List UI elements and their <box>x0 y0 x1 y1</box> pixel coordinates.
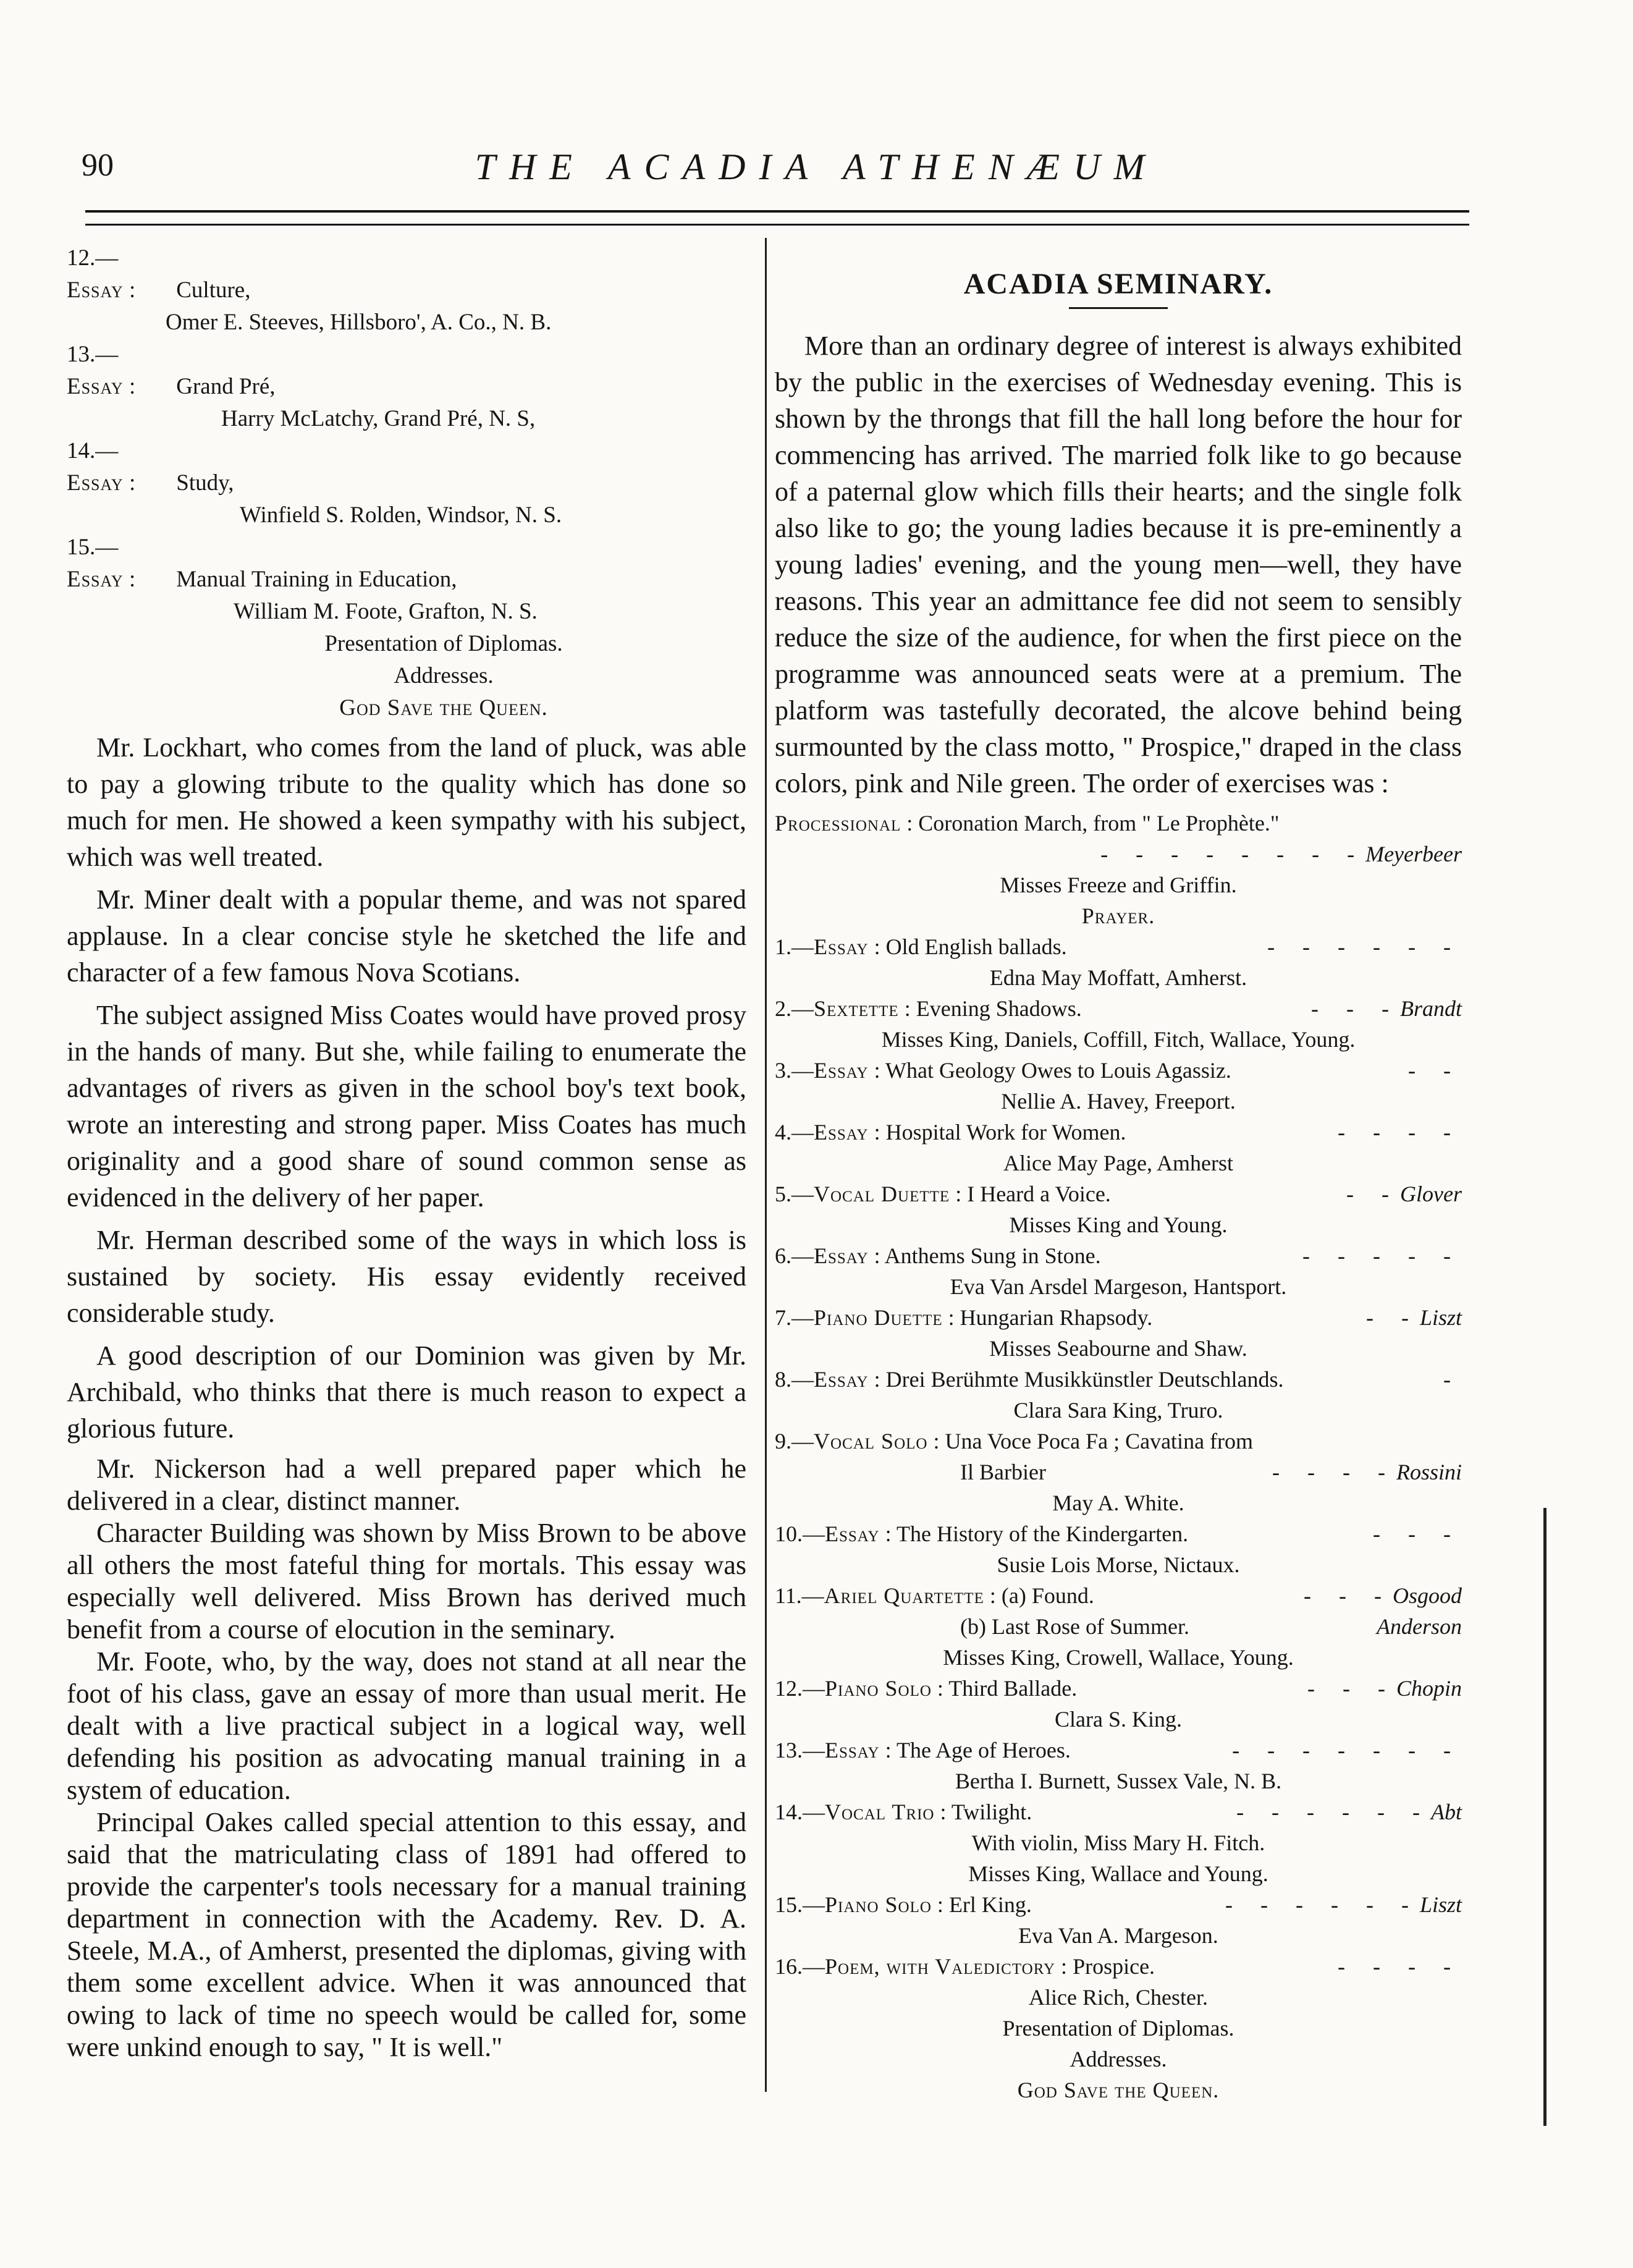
programme-title: Third Ballade. <box>948 1676 1078 1701</box>
programme-performer: Misses Seabourne and Shaw. <box>989 1336 1247 1361</box>
programme-number: 10.— <box>775 1521 825 1546</box>
item-presenter: Omer E. Steeves, Hillsboro', A. Co., N. B. <box>166 310 552 335</box>
programme-title: (b) Last Rose of Summer. <box>960 1614 1189 1639</box>
programme-number: 1.— <box>775 934 814 959</box>
programme-right <box>1304 1580 1462 1611</box>
left-programme-list <box>67 242 746 724</box>
item-presenter: Harry McLatchy, Grand Pré, N. S, <box>221 406 536 431</box>
programme-right <box>1311 993 1462 1024</box>
leader-dashes: - - - <box>1373 1521 1462 1546</box>
closing-addresses: Addresses. <box>394 663 494 688</box>
leader-dashes: - - - - - <box>1302 1243 1462 1268</box>
programme-composer: Anderson <box>1377 1614 1462 1639</box>
programme-entry: 13.—Essay : The Age of Heroes. <box>775 1738 1071 1762</box>
programme-title: What Geology Owes to Louis Agassiz. <box>885 1058 1231 1083</box>
programme-right <box>1443 1364 1462 1395</box>
leader-dashes: - - - - <box>1272 1460 1396 1484</box>
programme-kind: Ariel Quartette <box>824 1583 984 1608</box>
item-kind: Essay <box>67 567 124 592</box>
programme-entry: 15.—Piano Solo : Erl King. <box>775 1892 1032 1917</box>
item-number: 13.— <box>67 342 119 367</box>
programme-kind: Vocal Trio <box>825 1800 935 1824</box>
programme-line <box>775 1055 1462 1086</box>
programme-composer: Chopin <box>1396 1676 1462 1701</box>
programme-right <box>1346 1178 1462 1209</box>
paragraph: Character Building was shown by Miss Brown to be above all others the most fateful thing for mortals. This essay was especially well delivered. Miss Brown has derived much benefit from a course of elocution in the seminary. <box>67 1518 746 1644</box>
header-rule-thin <box>85 224 1469 226</box>
programme-right <box>1236 1796 1462 1827</box>
programme-title: Old English ballads. <box>885 934 1067 959</box>
programme-line <box>775 1364 1462 1395</box>
item-presenter: William M. Foote, Grafton, N. S. <box>234 599 538 624</box>
programme-performer: With violin, Miss Mary H. Fitch. <box>971 1830 1265 1855</box>
programme-line <box>775 1302 1462 1333</box>
programme-performer: Misses King, Daniels, Coffill, Fitch, Wallace, Young. <box>881 1027 1356 1052</box>
left-programme-item-14: 14.—Essay : Study, Winfield S. Rolden, Windsor, N. S. <box>67 435 746 531</box>
programme-entry: 3.—Essay : What Geology Owes to Louis Agassiz. <box>775 1058 1231 1083</box>
programme-title: Anthems Sung in Stone. <box>884 1243 1101 1268</box>
programme-composer: Rossini <box>1396 1460 1462 1484</box>
programme-line <box>775 1951 1462 1982</box>
leader-dashes: - <box>1443 1367 1462 1392</box>
programme-performer: Eva Van Arsdel Margeson, Hantsport. <box>950 1274 1287 1299</box>
programme-line <box>775 1457 1462 1487</box>
programme-line <box>775 993 1462 1024</box>
programme-kind: Vocal Duette <box>814 1182 950 1206</box>
programme-entry: 9.—Vocal Solo : Una Voce Poca Fa ; Cavatina from <box>775 1429 1254 1453</box>
programme-number: 12.— <box>775 1676 825 1701</box>
programme-performer: Alice May Page, Amherst <box>1003 1151 1233 1175</box>
programme-number: 6.— <box>775 1243 814 1268</box>
paragraph: More than an ordinary degree of interest is always exhibited by the public in the exercises of Wednesday evening. This is shown by the throngs that fill the hall long before the hour for commencing has arrived. The married folk like to go because of a paternal glow which fills their hearts; and the single folk also like to go; the young ladies because it is pre-eminently a young ladies' evening, and the young men—well, they have reasons. This year an admittance fee did not seem to sensibly reduce the size of the audience, for when the first piece on the programme was announced seats were at a premium. The platform was tastefully decorated, the alcove behind being surmounted by the class motto, " Prospice," draped in the class colors, pink and Nile green. The order of exercises was : <box>775 331 1462 798</box>
programme-title: (a) Found. <box>1001 1583 1094 1608</box>
paragraph: A good description of our Dominion was given by Mr. Archibald, who thinks that there is much reason to expect a glorious future. <box>67 1340 746 1444</box>
paragraph: Mr. Nickerson had a well prepared paper which he delivered in a clear, distinct manner. <box>67 1453 746 1516</box>
leader-dashes: - - - <box>1304 1583 1393 1608</box>
header-rule-thick <box>85 210 1469 213</box>
title-rule <box>1069 307 1168 309</box>
programme-right <box>1408 1055 1462 1086</box>
programme-title: I Heard a Voice. <box>967 1182 1111 1206</box>
left-column <box>67 242 746 2063</box>
programme-entry: 1.—Essay : Old English ballads. <box>775 934 1067 959</box>
leader-dashes: - - - - - - <box>1236 1800 1431 1824</box>
page-number: 90 <box>82 148 114 183</box>
programme-performer: Alice Rich, Chester. <box>1029 1985 1208 2010</box>
programme-entry <box>775 1611 1189 1642</box>
programme-performer: God Save the Queen. <box>1017 2078 1220 2102</box>
margin-bar <box>1543 1508 1546 2126</box>
programme-number: 9.— <box>775 1429 814 1453</box>
programme-line <box>775 1796 1462 1827</box>
programme-entry: 2.—Sextette : Evening Shadows. <box>775 996 1082 1021</box>
programme-performer: Misses King, Wallace and Young. <box>968 1861 1268 1886</box>
programme-right <box>1232 1735 1462 1766</box>
programme-kind: Piano Duette <box>814 1305 943 1330</box>
programme-title: Evening Shadows. <box>916 996 1082 1021</box>
programme-performer: Misses King, Crowell, Wallace, Young. <box>943 1645 1294 1670</box>
programme-title: Hungarian Rhapsody. <box>960 1305 1153 1330</box>
programme-entry: 5.—Vocal Duette : I Heard a Voice. <box>775 1182 1111 1206</box>
programme-number: 2.— <box>775 996 814 1021</box>
paragraph: Principal Oakes called special attention to this essay, and said that the matriculating class of 1891 had offered to provide the carpenter's tools necessary for a manual training department in connection with the Academy. Rev. D. A. Steele, M.A., of Amherst, presented the diplomas, giving with them some excellent advice. When it was announced that owing to lack of time no speech would be called for, some were unkind enough to say, " It is well." <box>67 1807 746 2062</box>
item-kind: Essay <box>67 470 124 496</box>
programme-kind: Essay <box>825 1521 880 1546</box>
left-body-dense <box>67 1453 746 2063</box>
leader-dashes: - - <box>1408 1058 1462 1083</box>
programme-number: 13.— <box>775 1738 825 1762</box>
programme-line <box>775 1673 1462 1704</box>
left-body <box>67 729 746 1447</box>
programme-kind: Essay <box>814 934 869 959</box>
paragraph: Mr. Lockhart, who comes from the land of pluck, was able to pay a glowing tribute to the quality which has done so much for men. He showed a keen sympathy with his subject, which was well treated. <box>67 732 746 872</box>
programme-right <box>1302 1240 1462 1271</box>
programme-line <box>775 1889 1462 1920</box>
programme-performer: Addresses. <box>1070 2047 1167 2071</box>
programme-line <box>775 1611 1462 1642</box>
leader-dashes: - - - - - - - <box>1232 1738 1462 1762</box>
programme-line <box>775 1735 1462 1766</box>
programme-performer: Edna May Moffatt, Amherst. <box>989 965 1247 990</box>
programme-kind: Piano Solo <box>825 1892 932 1917</box>
programme-composer: Brandt <box>1399 996 1462 1021</box>
programme-entry: 16.—Poem, with Valedictory : Prospice. <box>775 1954 1155 1979</box>
programme-number: 8.— <box>775 1367 814 1392</box>
programme-performer: Clara S. King. <box>1055 1707 1182 1732</box>
leader-dashes: - - <box>1365 1305 1420 1330</box>
programme-line <box>775 839 1462 870</box>
column-divider <box>765 238 767 2092</box>
programme-line <box>775 1518 1462 1549</box>
programme-number: 15.— <box>775 1892 825 1917</box>
right-column <box>775 242 1462 2105</box>
programme-performer: Misses King and Young. <box>1009 1212 1228 1237</box>
programme-kind: Essay <box>814 1243 869 1268</box>
programme-composer: Osgood <box>1392 1583 1462 1608</box>
programme-performer: Eva Van A. Margeson. <box>1018 1923 1218 1948</box>
programme-kind: Poem, with Valedictory <box>825 1954 1056 1979</box>
programme-number: 16.— <box>775 1954 825 1979</box>
programme-entry: 14.—Vocal Trio : Twilight. <box>775 1800 1032 1824</box>
programme-line <box>775 931 1462 962</box>
item-kind: Essay <box>67 374 124 399</box>
programme-right <box>1307 1673 1462 1704</box>
programme-entry: 7.—Piano Duette : Hungarian Rhapsody. <box>775 1305 1153 1330</box>
programme-number: 11.— <box>775 1583 824 1608</box>
programme-title: Hospital Work for Women. <box>885 1120 1126 1145</box>
programme-entry: Processional : Coronation March, from " Le Prophète." <box>775 811 1280 836</box>
programme-performer: Prayer. <box>1081 903 1155 928</box>
programme-right <box>1377 1611 1462 1642</box>
item-title: Culture, <box>176 277 251 303</box>
programme-kind: Essay <box>814 1058 869 1083</box>
leader-dashes: - - - - - - <box>1267 934 1462 959</box>
programme-right <box>1366 1302 1462 1333</box>
leader-dashes: - - - - - - <box>1225 1892 1420 1917</box>
item-number: 15.— <box>67 535 119 560</box>
programme-right <box>1338 1951 1462 1982</box>
programme-kind: Processional <box>775 811 901 836</box>
programme-title: Erl King. <box>948 1892 1032 1917</box>
programme-title: Una Voce Poca Fa ; Cavatina from <box>945 1429 1254 1453</box>
programme-number: 14.— <box>775 1800 825 1824</box>
leader-dashes: - - - - <box>1338 1120 1462 1145</box>
item-title: Study, <box>176 470 234 496</box>
closing-diplomas: Presentation of Diplomas. <box>324 631 563 656</box>
programme-line <box>775 1426 1462 1457</box>
paragraph: Mr. Foote, who, by the way, does not stand at all near the foot of his class, gave an essay of more than usual merit. He dealt with a live practical subject in a logical way, well defending his position as advocating manual training in a system of education. <box>67 1646 746 1805</box>
programme-composer: Meyerbeer <box>1365 842 1462 866</box>
programme-composer: Glover <box>1400 1182 1462 1206</box>
programme-number: 5.— <box>775 1182 814 1206</box>
seminary-programme <box>775 808 1462 2105</box>
section-title: ACADIA SEMINARY. <box>963 268 1273 300</box>
programme-title: Prospice. <box>1073 1954 1155 1979</box>
programme-entry: 12.—Piano Solo : Third Ballade. <box>775 1676 1078 1701</box>
programme-line <box>775 1117 1462 1148</box>
programme-entry: 4.—Essay : Hospital Work for Women. <box>775 1120 1126 1145</box>
item-title: Grand Pré, <box>176 374 276 399</box>
programme-kind: Essay <box>814 1367 869 1392</box>
programme-entry: 10.—Essay : The History of the Kindergarten. <box>775 1521 1189 1546</box>
leader-dashes: - - - <box>1311 996 1400 1021</box>
item-number: 14.— <box>67 438 119 463</box>
programme-entry: 8.—Essay : Drei Berühmte Musikkünstler Deutschlands. <box>775 1367 1284 1392</box>
running-head: THE ACADIA ATHENÆUM <box>475 146 1158 187</box>
programme-composer: Abt <box>1431 1800 1462 1824</box>
programme-title: The Age of Heroes. <box>896 1738 1071 1762</box>
programme-line <box>775 1240 1462 1271</box>
paragraph: Mr. Miner dealt with a popular theme, and was not spared applause. In a clear concise style he sketched the life and character of a few famous Nova Scotians. <box>67 884 746 988</box>
programme-right <box>1267 931 1462 962</box>
leader-dashes: - - <box>1346 1182 1401 1206</box>
programme-entry <box>775 1457 1046 1487</box>
programme-kind: Piano Solo <box>825 1676 932 1701</box>
leader-dashes: - - - - <box>1338 1954 1462 1979</box>
programme-performer: Nellie A. Havey, Freeport. <box>1001 1089 1236 1114</box>
programme-kind: Sextette <box>814 996 899 1021</box>
programme-right <box>1373 1518 1462 1549</box>
programme-line <box>775 1580 1462 1611</box>
programme-performer: May A. White. <box>1052 1491 1184 1515</box>
programme-right <box>1225 1889 1462 1920</box>
programme-number: 4.— <box>775 1120 814 1145</box>
programme-kind: Essay <box>814 1120 869 1145</box>
programme-composer: Liszt <box>1419 1305 1462 1330</box>
programme-performer: Susie Lois Morse, Nictaux. <box>997 1552 1240 1577</box>
programme-right <box>1100 839 1462 870</box>
programme-title: Coronation March, from " Le Prophète." <box>918 811 1280 836</box>
seminary-intro <box>775 328 1462 802</box>
programme-kind: Vocal Solo <box>814 1429 928 1453</box>
programme-performer: Clara Sara King, Truro. <box>1013 1398 1223 1423</box>
programme-line <box>775 1178 1462 1209</box>
programme-performer: Bertha I. Burnett, Sussex Vale, N. B. <box>955 1769 1282 1793</box>
programme-title: Il Barbier <box>960 1460 1046 1484</box>
item-title: Manual Training in Education, <box>176 567 457 592</box>
programme-kind: Essay <box>825 1738 880 1762</box>
left-programme-item-15: 15.—Essay : Manual Training in Education, William M. Foote, Grafton, N. S. <box>67 531 746 628</box>
programme-title: The History of the Kindergarten. <box>896 1521 1189 1546</box>
left-programme-item-13: 13.—Essay : Grand Pré, Harry McLatchy, Grand Pré, N. S, <box>67 339 746 435</box>
programme-right <box>1338 1117 1462 1148</box>
programme-entry: 11.—Ariel Quartette : (a) Found. <box>775 1583 1094 1608</box>
leader-dashes: - - - <box>1307 1676 1396 1701</box>
programme-composer: Liszt <box>1419 1892 1462 1917</box>
programme-title: Drei Berühmte Musikkünstler Deutschlands. <box>885 1367 1284 1392</box>
programme-performer: Presentation of Diplomas. <box>1002 2016 1234 2041</box>
programme-number: 3.— <box>775 1058 814 1083</box>
left-programme-item-12: 12.—Essay : Culture, Omer E. Steeves, Hillsboro', A. Co., N. B. <box>67 242 746 339</box>
programme-performer: Misses Freeze and Griffin. <box>1000 873 1237 897</box>
programme-line <box>775 808 1462 839</box>
leader-dashes: - - - - - - - - <box>1100 842 1366 866</box>
programme-right <box>1272 1457 1462 1487</box>
paragraph: Mr. Herman described some of the ways in which loss is sustained by society. His essay evidently received considerable study. <box>67 1225 746 1328</box>
closing-anthem: God Save the Queen. <box>339 695 548 721</box>
item-presenter: Winfield S. Rolden, Windsor, N. S. <box>240 502 562 528</box>
programme-title: Twilight. <box>951 1800 1032 1824</box>
item-number: 12.— <box>67 245 119 271</box>
paragraph: The subject assigned Miss Coates would have proved prosy in the hands of many. But she, while failing to enumerate the advantages of rivers as given in the school boy's text book, wrote an interesting and strong paper. Miss Coates has much originality and a good share of sound common sense as evidenced in the delivery of her paper. <box>67 1000 746 1212</box>
programme-number: 7.— <box>775 1305 814 1330</box>
programme-entry: 6.—Essay : Anthems Sung in Stone. <box>775 1243 1101 1268</box>
item-kind: Essay <box>67 277 124 303</box>
